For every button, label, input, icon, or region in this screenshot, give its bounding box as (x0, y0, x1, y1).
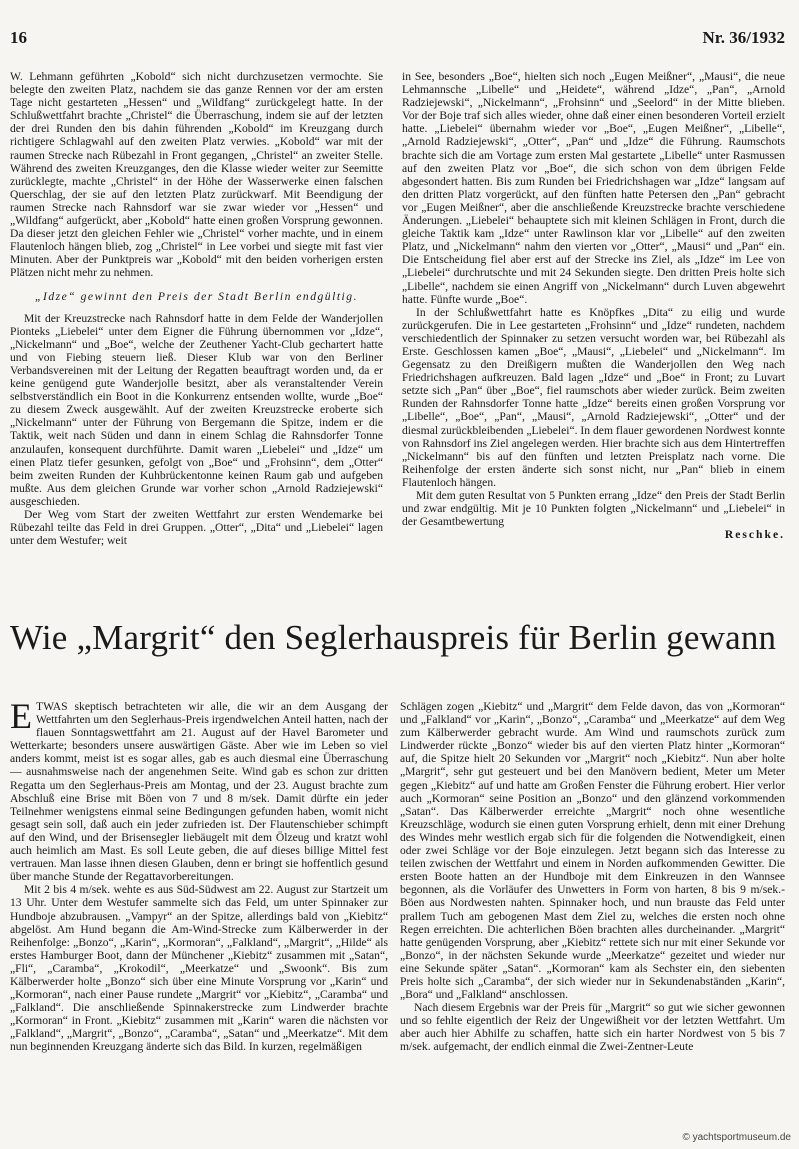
paragraph: Mit dem guten Resultat von 5 Punkten errang „Idze“ den Preis der Stadt Berlin und zwar endgültig. Mit je 10 Punkten folgten „Nickelmann“ und „Liebelei“ in der Gesamtbewertung (402, 489, 785, 529)
paragraph: Der Weg vom Start der zweiten Wettfahrt zur ersten Wendemarke bei Rübezahl teilte das Feld in drei Gruppen. „Otter“, „Dita“ und „Liebelei“ lagen unter dem Westufer; weit (10, 508, 383, 548)
paragraph: in See, besonders „Boe“, hielten sich noch „Eugen Meißner“, „Mausi“, die neue Lehmannsche „Libelle“ und „Heidete“, während „Idze“, „Pan“, „Arnold Radziejewski“, „Nickelmann“, „Frohsinn“ und „Seelord“ in der Mitte blieben. Vor der Boje traf sich alles wieder, ohne daß einer einen besonderen Vorteil erzielt hatte. „Liebelei“ übernahm wieder vor „Boe“, „Eugen Meißner“, „Libelle“, „Arnold Radziejewski“, „Otter“, „Pan“ und „Idze“ die Führung. Raumschots brachte sich die am Vortage zum ersten Mal gestartete „Libelle“ unter Rasmussen auf den zweiten Platz vor „Boe“, die sich schon von dem übrigen Felde abgesondert hatten. Bis zum Runden bei Friedrichshagen war „Idze“ langsam auf den dritten Platz vorgerückt, auf den fünften hatte Petersen den „Pan“ gebracht vor „Eugen Meißner“, aber die anschließende Kreuzstrecke brachte verschiedene Änderungen. „Liebelei“ behauptete sich mit kleinen Schlägen in Front, durch die gleiche Taktik kam „Idze“ unter Rawlinson klar vor „Libelle“ auf den zweiten Platz, und „Nickelmann“ nahm den vierten vor „Otter“, „Mausi“ und „Pan“ ein. Die Entscheidung fiel aber erst auf der Strecke ins Ziel, als „Idze“ im Lee von „Liebelei“ durchrutschte und mit 24 Sekunden siegte. Den dritten Preis holte sich „Libelle“, nachdem sie einen Angriff von „Nickelmann“ durch Luven abgewehrt hatte. Fünfte wurde „Boe“. (402, 70, 785, 306)
paragraph: In der Schlußwettfahrt hatte es Knöpfkes „Dita“ zu eilig und wurde zurückgerufen. Die in Lee gestarteten „Frohsinn“ und „Idze“ rundeten, nachdem verschiedentlich der Spinnaker zu setzen versucht worden war, bei Rübezahl als Erste. Geschlossen kamen „Boe“, „Mausi“, „Liebelei“ und „Nickelmann“. Im Gegensatz zu den Dreißigern mußten die Wanderjollen den Weg nach Friedrichshagen aufkreuzen. Bald lagen „Idze“ und „Boe“ in Front; zu Luvart setzte sich „Pan“ über „Boe“, fiel raumschots aber wieder zurück. Beim zweiten Runden der Rahnsdorfer Tonne hatte „Idze“ bereits einen großen Vorsprung vor „Libelle“, „Boe“, „Pan“, „Mausi“, „Arnold Radziejewski“, „Otter“ und der diesmal zurückbleibenden „Liebelei“. In dem flauer gewordenen Nordwest konnte von Rahnsdorf ins Ziel angelegen werden. Hier brachte sich aus dem Hintertreffen „Nickelmann“ bis auf den fünften und letzten Preisplatz nach vorne. Die Reihenfolge der ersten änderte sich sonst nicht, nur „Pan“ blieb in einem Flautenloch hängen. (402, 305, 785, 489)
paragraph: Mit 2 bis 4 m/sek. wehte es aus Süd-Südwest am 22. August zur Startzeit um 13 Uhr. Unter dem Westufer sammelte sich das Feld, um unter Spinnaker zur Hundboje abzubrausen. „Vampyr“ an der Spitze, allerdings bald von „Kiebitz“ abgelöst. Am Hund begann die Am-Wind-Strecke zum Kälberwerder in der Reihenfolge: „Bonzo“, „Karin“, „Kormoran“, „Falkland“, „Margrit“, „Hilde“ als erstes Hamburger Boot, dann der Münchener „Kiebitz“ zusammen mit „Satan“, „Fli“, „Caramba“, „Krokodil“, „Meerkatze“ und „Swoonk“. Bis zum Kälberwerder holte „Bonzo“ sich über eine Minute Vorsprung vor „Karin“ und „Kormoran“, nach einer Pause rundete „Margrit“ vor „Kiebitz“, „Caramba“ und „Falkland“. Die anschließende Spinnakerstrecke zum Lindwerder brachte „Kormoran“ in Front. „Kiebitz“ zusammen mit „Karin“ waren die nächsten vor „Falkland“, „Margrit“, „Bonzo“, „Caramba“, „Satan“ und „Meerkatze“. Mit dem nun beginnenden Kreuzgang änderte sich das Bild. In kurzen, regelmäßigen (10, 883, 388, 1054)
main-article-left-column (10, 700, 388, 1140)
paragraph: Mit der Kreuzstrecke nach Rahnsdorf hatte in dem Felde der Wanderjollen Pionteks „Liebelei“ unter dem Eigner die Führung übernommen vor „Idze“, „Nickelmann“ und „Boe“, welche der Zeuthener Yacht-Club gechartert hatte und von Fiebing steuern ließ. Dieser Klub war von den Berliner Verbandsvereinen mit der Leitung der Regatten beauftragt worden und, da er keine genügend gute Wanderjolle besitzt, aber als veranstaltender Verein selbstverständlich ein Boot in die Konkurrenz entsenden wollte, wurde „Boe“ zu diesem Zweck ausgewählt. Auf der zweiten Kreuzstrecke eroberte sich „Nickelmann“ unter der Führung von Bergemann die Spitze, indem er die Taktik, weit nach Süden und dann in einem Schlag die Rahnsdorfer Tonne anzulaufen, konsequent durchführte. Damit waren „Liebelei“ und „Idze“ um einen Platz tiefer gesunken, gefolgt von „Boe“ und „Frohsinn“, dem „Otter“ beim zweiten Runden der Kuhbrückentonne keinen Raum gab und aufgeben mußte. Aus dem gleichen Grunde war vorher schon „Arnold Radziejewski“ ausgeschieden. (10, 311, 383, 508)
issue-number: Nr. 36/1932 (702, 28, 785, 47)
page-number: 16 (10, 28, 27, 47)
top-article-left-column (10, 70, 383, 590)
author-signature: Reschke. (724, 528, 785, 542)
lead-paragraph (10, 700, 388, 883)
drop-cap: E (10, 700, 32, 736)
paragraph: W. Lehmann geführten „Kobold“ sich nicht durchzusetzen vermochte. Sie belegte den zweiten Platz, nachdem sie das ganze Rennen vor der am ersten Tage nicht gestarteten „Hessen“ und „Wildfang“ zurückgelegt hatte. In der Schlußwettfahrt brachte „Christel“ die Überraschung, indem sie auf der letzten der drei Runden den bis dahin führenden „Kobold“ im Kreuzgang durch richtigere Schlagwahl auf den zweiten Platz verwies. „Kobold“ war mit der raumen Strecke nach Rübezahl in Front gegangen, „Christel“ an zweiter Stelle. Während des zweiten Kreuzganges, den die Klasse wieder weiter zur Seemitte zurücklegte, machte „Christel“ in der Höhe der Wasserwerke einen falschen Querschlag, der sie auf den letzten Platz zurückwarf. Mit Beendigung der raumen Strecke nach Rahnsdorf war sie zwar wieder vor „Hessen“ und „Wildfang“ aufgerückt, aber „Kobold“ hatte einen großen Vorsprung gewonnen. Da dieser jetzt den gleichen Fehler wie „Christel“ vorher machte, und in einem Flautenloch hängen blieb, zog „Christel“ in Lee vorbei und siegte mit fast vier Minuten. Aber der Punktpreis war „Kobold“ mit den beiden vorherigen ersten Plätzen nicht mehr zu nehmen. (10, 70, 383, 280)
watermark: © yachtsportmuseum.de (682, 1132, 791, 1143)
paragraph: Nach diesem Ergebnis war der Preis für „Margrit“ so gut wie sicher gewonnen und so fehlte eigentlich der Reiz der Ungewißheit vor der letzten Wettfahrt. Um aber auch hier Abhilfe zu schaffen, hatte sich ein harter Nordwest von 5 bis 7 m/sek. aufgemacht, der endlich einmal die Zwei-Zentner-Leute (400, 1001, 785, 1054)
top-article-right-column (402, 70, 785, 590)
section-subheading: „Idze“ gewinnt den Preis der Stadt Berlin endgültig. (35, 289, 358, 303)
article-headline: Wie „Margrit“ den Seglerhauspreis für Berlin gewann (10, 618, 777, 657)
lead-paragraph-text: TWAS skeptisch betrachteten wir alle, die wir an dem Ausgang der Wettfahrten um den Seglerhaus-Preis irgendwelchen Anteil hatten, nach der flauen Sonntagswettfahrt am 21. August auf der Havel Barometer und Wetterkarte; besonders unsere auswärtigen Gäste. Aber wie im Leben so viel anders kommt, meist ist es sogar alles, gab es auch diesmal eine Überraschung — ausnahmsweise nach der angenehmen Seite. Wind gab es schon zur dritten Regatta um den Seglerhaus-Preis am Montag, und der 23. August brachte zum Abschluß eine Brise mit Böen von 7 und 8 m/sek. Damit dürfte ein jeder Teilnehmer wenigstens einmal seine Bedingungen gefunden haben, womit nicht gesagt sein soll, daß auch ein jeder zufrieden ist. Der Flautenschieber schimpft auf den Wind, und der Brisensegler liebäugelt mit dem Ölzeug und kratzt wohl auch heimlich am Mast. Es soll Leute geben, die auf dieses billige Mittel fest vertrauen. Man lasse ihnen diesen Glauben, denn er bringt sie hoffentlich gesund über manche Stunde der Regattavorbereitungen. (10, 700, 388, 884)
paragraph: Schlägen zogen „Kiebitz“ und „Margrit“ dem Felde davon, das von „Kormoran“ und „Falkland“ vor „Karin“, „Bonzo“, „Caramba“ und „Meerkatze“ auf dem Weg zum Kälberwerder gebracht wurde. Am Wind und raumschots zurück zum Lindwerder rückte „Bonzo“ wieder bis auf den vierten Platz hinter „Kormoran“ auf, die Spitze hielt 20 Sekunden vor „Margrit“ noch „Kiebitz“. Nun aber holte „Margrit“, sehr gut gesteuert und bei den Manövern bedient, Meter um Meter gegen „Kiebitz“ auf und hatte am Großen Fenster die Führung erobert. Hier verlor auch „Kormoran“ seine Position an „Bonzo“ und den glänzend vorkommenden „Satan“. Das Kälberwerder erreichte „Margrit“ noch ohne wesentliche Kreuzschläge, wodurch sie einen guten Vorsprung erhielt, denn mit einer Drehung des Windes mehr westlich ergab sich für die folgenden die Notwendigkeit, einen oder zwei Schläge vor der Boje einzulegen. Jetzt begann sich das Interesse zu teilen zwischen der Wettfahrt und einem in Norden aufkommenden Gewitter. Die ersten Boote hatten an der Hundboje mit dem Einkreuzen in den Wannsee begonnen, als die Vorläufer des Unwetters in Form von harten, 8 bis 9 m/sek.-Böen aus Nordwesten nahten. Spinnaker hoch, und nun brauste das Feld unter prallem Tuch am gebogenen Mast dem Ziel zu, welches die ersten noch ohne Regen erreichten. Die achterlichen Böen brachten alles durcheinander. „Margrit“ hatte genügenden Vorsprung, aber „Kiebitz“ rettete sich nur mit einer Sekunde vor „Bonzo“, in der nächsten Sekunde wurde „Meerkatze“ gezeitet und wieder nur eine Sekunde später „Satan“. „Kormoran“ kam als Sechster ein, den siebenten Preis holte sich „Caramba“, der sich wieder nur in Sekundenabständen „Karin“, „Bora“ und „Falkland“ anschlossen. (400, 700, 785, 1002)
main-article-right-column (400, 700, 785, 1140)
